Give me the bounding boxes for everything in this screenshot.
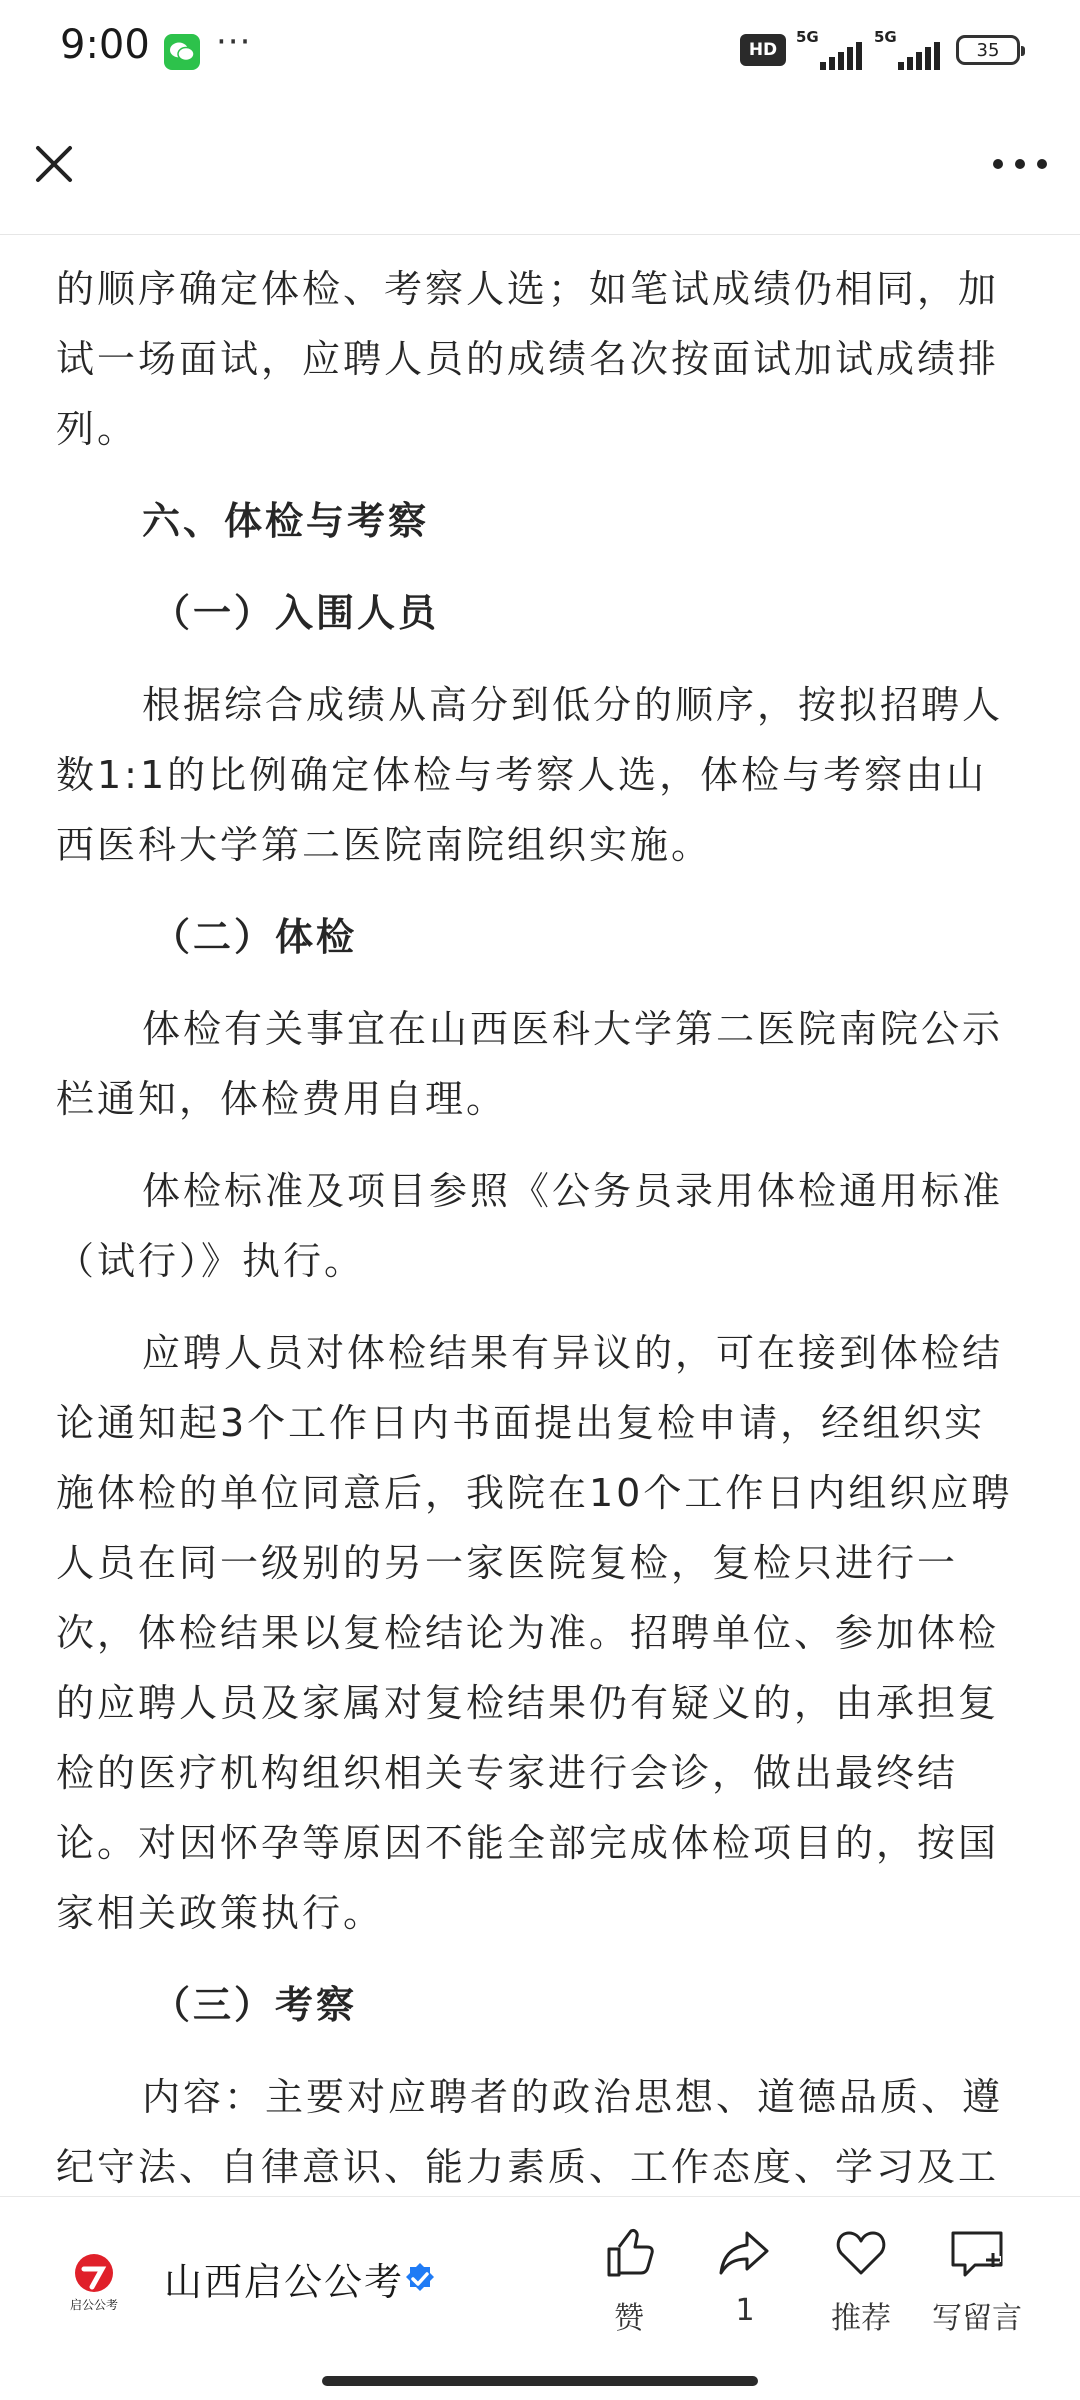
article-paragraph: 体检有关事宜在山西医科大学第二医院南院公示栏通知，体检费用自理。 [56, 1007, 1004, 1121]
like-button[interactable] [574, 2225, 684, 2337]
thumbs-up-icon [601, 2225, 657, 2281]
signal-icon: 5G [796, 30, 864, 70]
system-icons [740, 30, 1020, 70]
share-count: 1 [735, 2293, 755, 2328]
account-logo-text: 启公公考 [69, 2298, 119, 2312]
section-heading: 六、体检与考察 [142, 499, 430, 543]
article-paragraph: 内容：主要对应聘者的政治思想、道德品质、遵纪守法、自律意识、能力素质、工作态度、学习及工 [56, 2075, 1004, 2189]
account-logo[interactable] [62, 2249, 126, 2313]
home-indicator[interactable] [322, 2376, 758, 2386]
article-body [56, 234, 1024, 2194]
subsection-heading: （一）入围人员 [152, 591, 440, 635]
top-nav [0, 100, 1080, 235]
article-paragraph: 应聘人员对体检结果有异议的，可在接到体检结论通知起3个工作日内书面提出复检申请，经组织实施体检的单位同意后，我院在10个工作日内组织应聘人员在同一级别的另一家医院复检，复检只进行一次，体检结果以复检结论为准。招聘单位、参加体检的应聘人员及家属对复检结果仍有疑义的，由承担复检的医疗机构组织相关专家进行会诊，做出最终结论。对因怀孕等原因不能全部完成体检项目的，按国家相关政策执行。 [56, 1331, 1013, 1935]
article-paragraph: 根据综合成绩从高分到低分的顺序，按拟招聘人数1:1的比例确定体检与考察人选，体检与考察由山西医科大学第二医院南院组织实施。 [56, 683, 1004, 867]
close-icon[interactable] [28, 138, 80, 190]
comment-button[interactable] [922, 2225, 1032, 2337]
more-dots-icon: ··· [216, 22, 252, 62]
comment-icon [949, 2225, 1005, 2281]
comment-label: 写留言 [932, 2301, 1022, 2336]
share-button[interactable] [690, 2225, 800, 2328]
status-bar [0, 0, 1080, 100]
signal-icon-2: 5G [874, 30, 942, 70]
verified-icon [402, 2261, 438, 2297]
subsection-heading: （二）体检 [152, 915, 358, 959]
article-paragraph: 的顺序确定体检、考察人选；如笔试成绩仍相同，加试一场面试，应聘人员的成绩名次按面试加试成绩排列。 [56, 267, 1000, 451]
recommend-button[interactable] [806, 2225, 916, 2337]
subsection-heading: （三）考察 [152, 1983, 358, 2027]
heart-icon [833, 2225, 889, 2281]
status-time: 9:00 [60, 22, 150, 68]
battery-icon: 35 [956, 35, 1020, 65]
account-name[interactable]: 山西启公公考 [164, 2260, 405, 2304]
recommend-label: 推荐 [831, 2301, 891, 2336]
wechat-icon [164, 34, 200, 70]
bottom-action-bar [0, 2196, 1080, 2357]
article-paragraph: 体检标准及项目参照《公务员录用体检通用标准（试行）》执行。 [56, 1169, 1004, 1283]
share-icon [717, 2225, 773, 2281]
more-horizontal-icon[interactable] [988, 142, 1052, 186]
like-label: 赞 [614, 2301, 644, 2336]
hd-badge: HD [740, 34, 786, 66]
